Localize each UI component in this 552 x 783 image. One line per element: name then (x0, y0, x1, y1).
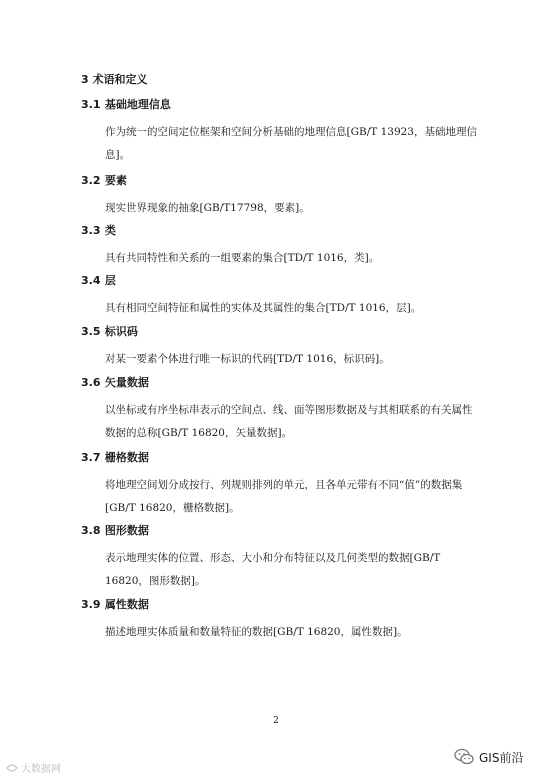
term-title (81, 524, 481, 538)
term-number: 3.2 (81, 174, 101, 187)
term-title (81, 376, 481, 390)
term-title (81, 224, 481, 238)
wechat-icon (454, 748, 474, 766)
term-name: 类 (104, 224, 116, 237)
term-number: 3.4 (81, 274, 101, 287)
term-section-3-1 (81, 98, 481, 167)
watermark-left-text: 大数据网 (21, 764, 61, 775)
term-title (81, 274, 481, 288)
term-name: 标识码 (104, 325, 138, 338)
term-name: 栅格数据 (104, 451, 149, 464)
term-title (81, 98, 481, 112)
term-number: 3.5 (81, 325, 101, 338)
term-name: 矢量数据 (104, 376, 149, 389)
term-number: 3.1 (81, 98, 101, 111)
term-number: 3.3 (81, 224, 101, 237)
term-number: 3.8 (81, 524, 101, 537)
term-definition: 以坐标或有序坐标串表示的空间点、线、面等图形数据及与其相联系的有关属性数据的总称[GB/T 16820，矢量数据]。 (105, 404, 473, 439)
term-number: 3.6 (81, 376, 101, 389)
term-name: 图形数据 (104, 524, 149, 537)
term-section-3-6 (81, 376, 481, 445)
term-section-3-8 (81, 524, 481, 593)
term-section-3-7 (81, 451, 481, 520)
term-definition: 描述地理实体质量和数量特征的数据[GB/T 16820，属性数据]。 (105, 626, 408, 638)
term-definition: 现实世界现象的抽象[GB/T17798，要素]。 (105, 202, 310, 214)
term-title (81, 598, 481, 612)
term-definition: 表示地理实体的位置、形态、大小和分布特征以及几何类型的数据[GB/T 16820，图形数据]。 (105, 552, 441, 587)
term-title (81, 325, 481, 339)
watermark-left (6, 760, 61, 775)
term-definition: 将地理空间划分成按行、列规则排列的单元，且各单元带有不同“值”的数据集[GB/T 16820，栅格数据]。 (105, 479, 463, 514)
term-section-3-3 (81, 224, 481, 270)
term-section-3-4 (81, 274, 481, 320)
term-title (81, 451, 481, 465)
term-definition: 作为统一的空间定位框架和空间分析基础的地理信息[GB/T 13923，基础地理信息]。 (105, 126, 477, 161)
term-title (81, 174, 481, 188)
watermark-logo-icon (6, 763, 18, 773)
term-name: 属性数据 (104, 598, 149, 611)
watermark-right-text: GIS前沿 (479, 750, 524, 765)
term-number: 3.7 (81, 451, 101, 464)
term-definition: 对某一要素个体进行唯一标识的代码[TD/T 1016，标识码]。 (105, 353, 390, 365)
term-definition: 具有相同空间特征和属性的实体及其属性的集合[TD/T 1016，层]。 (105, 302, 422, 314)
term-name: 基础地理信息 (104, 98, 171, 111)
term-section-3-2 (81, 174, 481, 220)
section-heading: 3 术语和定义 (81, 73, 148, 86)
term-name: 层 (104, 274, 116, 287)
term-definition: 具有共同特性和关系的一组要素的集合[TD/T 1016，类]。 (105, 252, 380, 264)
watermark-right (454, 748, 523, 766)
page-number: 2 (273, 716, 279, 726)
term-name: 要素 (104, 174, 127, 187)
term-section-3-9 (81, 598, 481, 644)
term-section-3-5 (81, 325, 481, 371)
term-number: 3.9 (81, 598, 101, 611)
